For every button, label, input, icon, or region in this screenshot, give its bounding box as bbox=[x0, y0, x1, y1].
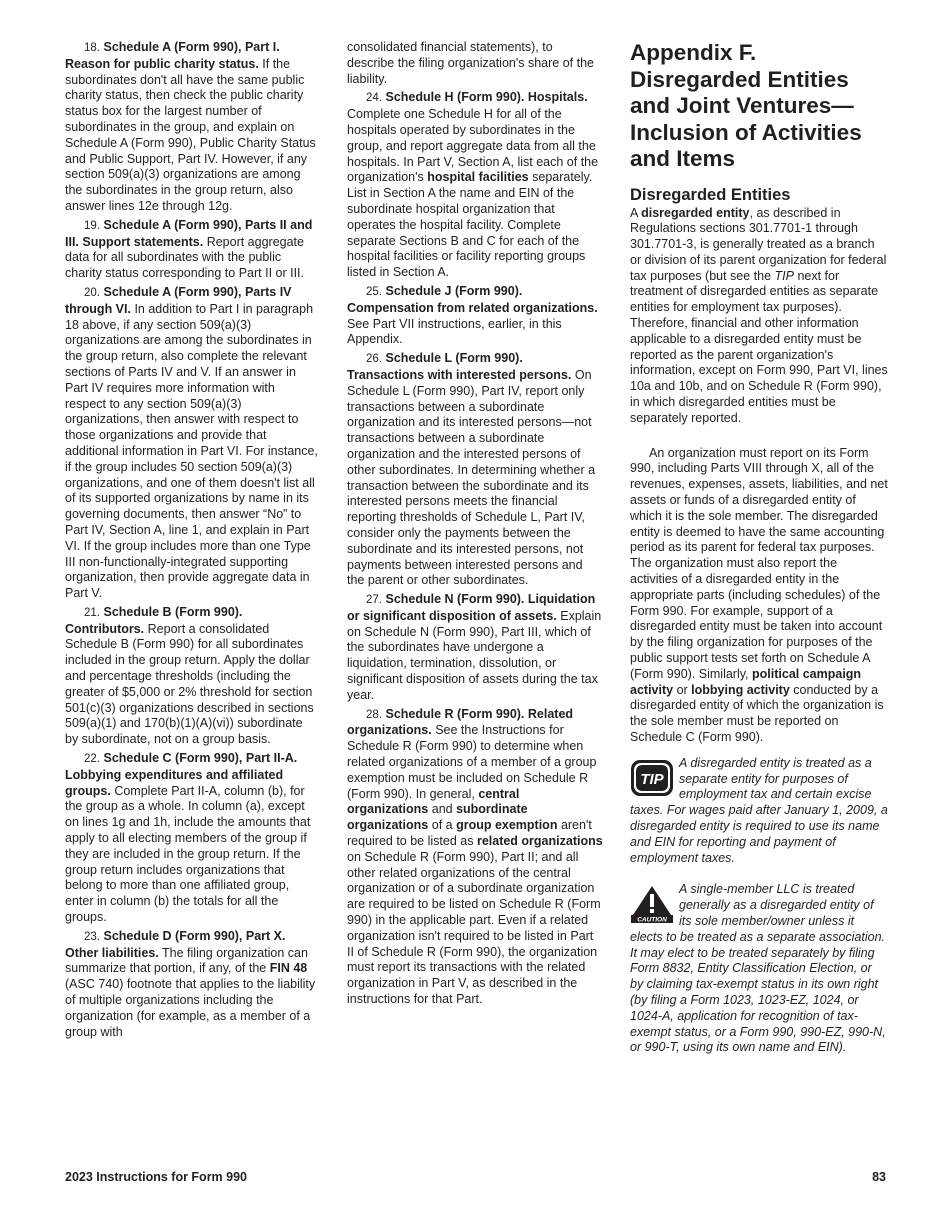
paragraph-disregarded-entity: A disregarded entity, as described in Regulations sections 301.7701-1 through 301.7701-3, is generally treated as a branch or division of its parent organization for federal tax purposes (but see the TIP next for treatment of disregarded entities as separate entities for employment tax purposes). Therefore, financial and other information applicable to a disregarded entity must be reported as the parent organization's information, except on Form 990, Part VI, lines 10a and 10b, and on Schedule R (Form 990), in which disregarded entities must be separately reported. bbox=[630, 205, 888, 425]
paragraph-reporting: An organization must report on its Form 990, including Parts VIII through X, all of the revenues, expenses, assets, liabilities, and net assets or funds of a disregarded entity of which it is the sole member. The disregarded entity is deemed to have the same accounting period as its parent for federal tax purposes. The organization must also report the activities of a disregarded entity in the appropriate parts (including schedules) of the Form 990. For example, support of a disregarded entity must be taken into account by the filing organization for purposes of the public support tests set forth on Schedule A (Form 990). Similarly, political campaign activity or lobbying activity conducted by a disregarded entity of which the organization is the sole member must be reported on Schedule C (Form 990). bbox=[630, 445, 888, 744]
page-number: 83 bbox=[872, 1170, 886, 1184]
item-20: 20. Schedule A (Form 990), Parts IV through VI. In addition to Part I in paragraph 18 above, if any section 509(a)(3) organizations are among the subordinates in the group return, also complete the relevant sections of Parts IV and V. If an answer in Part IV requires more information with respect to any section 509(a)(3) organizations, then answer with respect to those organizations and provide that additional information in Part VI. For instance, if the group includes 50 section 509(a)(3) organizations, and one of them doesn't list all of its supported organizations by name in its governing documents, then answer “No” to Part IV, Section A, line 1, and explain in Part VI. If the group includes more than one Type III non-functionally-integrated supporting organization, then provide aggregate data in Part V. bbox=[65, 284, 318, 601]
svg-text:CAUTION: CAUTION bbox=[637, 916, 667, 924]
section-heading: Disregarded Entities bbox=[630, 185, 791, 204]
column-right bbox=[630, 40, 888, 1056]
svg-text:TIP: TIP bbox=[640, 770, 664, 788]
tip-note: TIP A disregarded entity is treated as a separate entity for purposes of employment tax and certain excise taxes. For wages paid after January 1, 2009, a disregarded entity is required to use its name and EIN for reporting and payment of employment taxes. bbox=[630, 755, 888, 865]
continued-text: consolidated financial statements), to describe the filing organization's share of the liability. bbox=[347, 40, 594, 86]
column-middle bbox=[347, 40, 603, 1011]
item-22: 22. Schedule C (Form 990), Part II-A. Lobbying expenditures and affiliated groups. Complete Part II-A, column (b), for the group as a whole. In column (a), except on lines 1g and 1h, include the amounts that apply to all electing members of the group if they are included in the group return. If the group return includes organizations that belong to more than one affiliated group, enter in column (b) the totals for all the groups. bbox=[65, 751, 311, 925]
appendix-heading: Appendix F. Disregarded Entities and Joint Ventures—Inclusion of Activities and Items bbox=[630, 40, 862, 171]
item-24: 24. Schedule H (Form 990). Hospitals. Complete one Schedule H for all of the hospitals operated by subordinates in the group, and report aggregate data from all the hospitals. In Part V, Section A, list each of the organization's hospital facilities separately. List in Section A the name and EIN of the subordinate hospital organization that operates the hospital facility. Complete separate Sections B and C for each of the hospital facilities or facility reporting groups listed in Section A. bbox=[347, 90, 599, 280]
footer-title: 2023 Instructions for Form 990 bbox=[65, 1170, 248, 1184]
item-28: 28. Schedule R (Form 990). Related organizations. See the Instructions for Schedule R (Form 990) to determine when related organizations of a member of a group exemption must be included on Schedule R (Form 990). In general, central organizations and subordinate organizations of a group exemption aren't required to be listed as related organizations on Schedule R (Form 990), Part II; and all other related organizations of the central organization or of a subordinate organization are required to be listed on Schedule R (Form 990) in the applicable part. Even if a related organization isn't required to be listed in Part II of Schedule R (Form 990), the organization must report its transactions with the related organization in Part V, as described in the instructions for that Part. bbox=[347, 706, 603, 1007]
item-23: 23. Schedule D (Form 990), Part X. Other liabilities. The filing organization can summarize that portion, if any, of the FIN 48 (ASC 740) footnote that applies to the liability of multiple organizations including the organization (for example, as a member of a group with bbox=[65, 928, 316, 1039]
caution-note: CAUTION A single-member LLC is treated generally as a disregarded entity of its sole member/owner unless it elects to be treated as a separate association. It may elect to be treated separately by filing Form 8832, Entity Classification Election, or by claiming tax-exempt status in its own right (by filing a Form 1023, 1023-EZ, 1024, or 1024-A, application for recognition of tax-exempt status, or a Form 990, 990-EZ, 990-N, or 990-T, using its own name and EIN). bbox=[630, 882, 886, 1055]
item-26: 26. Schedule L (Form 990). Transactions with interested persons. On Schedule L (Form 990), Part IV, report only transactions between a subordinate organization and its interested persons—not transactions between a subordinate organization and the interested persons of other subordinates. In determining whether a transaction between the subordinate and its interested persons meets the financial reporting thresholds of Schedule L, Part IV, consider only the payments between the subordinate and its interested persons, not payments between interested persons and the parent or other subordinates. bbox=[347, 351, 596, 588]
item-19: 19. Schedule A (Form 990), Parts II and III. Support statements. Report aggregate data for all subordinates with the public charity status corresponding to Part II or III. bbox=[65, 217, 313, 281]
item-25: 25. Schedule J (Form 990). Compensation from related organizations. See Part VII instructions, earlier, in this Appendix. bbox=[347, 283, 598, 347]
column-left bbox=[65, 40, 319, 1043]
item-18: 18. Schedule A (Form 990), Part I. Reason for public charity status. If the subordinates don't all have the same public charity status, then check the public charity status box for the largest number of subordinates in the group, and explain on Schedule A (Form 990), Public Charity Status and Public Support, Part IV. However, if any section 509(a)(3) organizations are among the subordinates in the group return, also answer lines 12e through 12g. bbox=[65, 40, 316, 213]
item-27: 27. Schedule N (Form 990). Liquidation or significant disposition of assets. Explain on Schedule N (Form 990), Part III, which of the subordinates have undergone a liquidation, termination, dissolution, or significant disposition of assets during the tax year. bbox=[347, 592, 602, 702]
tip-icon bbox=[630, 759, 674, 797]
caution-icon bbox=[630, 885, 674, 923]
item-21: 21. Schedule B (Form 990). Contributors. Report a consolidated Schedule B (Form 990) for all subordinates included in the group return. Apply the dollar and percentage thresholds (including the greater of $5,000 or 2% threshold for section 501(c)(3) organizations described in sections 509(a)(1) and 170(b)(1)(A)(vi)) subordinate by subordinate, not on a group basis. bbox=[65, 604, 314, 747]
